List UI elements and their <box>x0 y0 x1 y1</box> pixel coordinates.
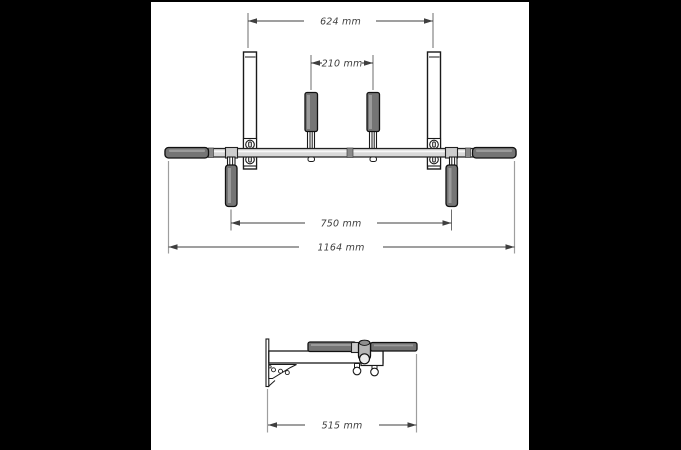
dimension-overall-width <box>169 161 515 254</box>
arrow-right-icon <box>506 244 515 249</box>
bolt-hole-icon <box>246 140 255 149</box>
dimension-label: 515 mm <box>321 420 363 432</box>
bolt-icon <box>353 367 361 375</box>
bolt-hole-icon <box>430 140 439 149</box>
arrow-right-icon <box>424 18 433 23</box>
arrow-left-icon <box>169 244 178 249</box>
parallel-handle-side <box>308 342 356 352</box>
dimension-label: 210 mm <box>321 58 363 70</box>
main-bar-grip-side <box>371 343 418 352</box>
parallel-handle-right <box>367 93 380 150</box>
parallel-handle-left <box>305 93 318 150</box>
bar-grip-right <box>473 148 517 159</box>
lower-handle-left <box>226 157 238 207</box>
adjustment-hole-icon <box>285 371 289 375</box>
arrow-right-icon <box>443 220 452 225</box>
lower-handle-right <box>446 157 458 207</box>
dimension-label: 750 mm <box>320 218 362 230</box>
gusset-plate <box>269 365 297 379</box>
bar-grip-left <box>165 148 209 159</box>
dimension-lower-grip-span <box>231 210 452 231</box>
arrow-right-icon <box>408 422 417 427</box>
dimension-inner-grip-span <box>311 55 373 90</box>
adjustment-hole-icon <box>279 369 283 373</box>
dimension-label: 624 mm <box>320 16 361 28</box>
dimension-bracket-span <box>248 13 433 48</box>
t-joint-right <box>446 148 458 159</box>
arrow-left-icon <box>231 220 240 225</box>
adjustment-hole-icon <box>272 368 276 372</box>
arrow-left-icon <box>248 18 257 23</box>
arrow-left-icon <box>311 60 320 65</box>
t-joint-left <box>226 148 238 159</box>
top-view <box>165 13 516 254</box>
bolt-icon <box>371 368 379 376</box>
side-view <box>266 339 417 433</box>
dimension-label: 1164 mm <box>317 242 365 254</box>
arrow-left-icon <box>268 422 277 427</box>
main-bar <box>165 148 516 162</box>
adjustment-hole-icon <box>269 366 271 368</box>
arrow-right-icon <box>364 60 373 65</box>
